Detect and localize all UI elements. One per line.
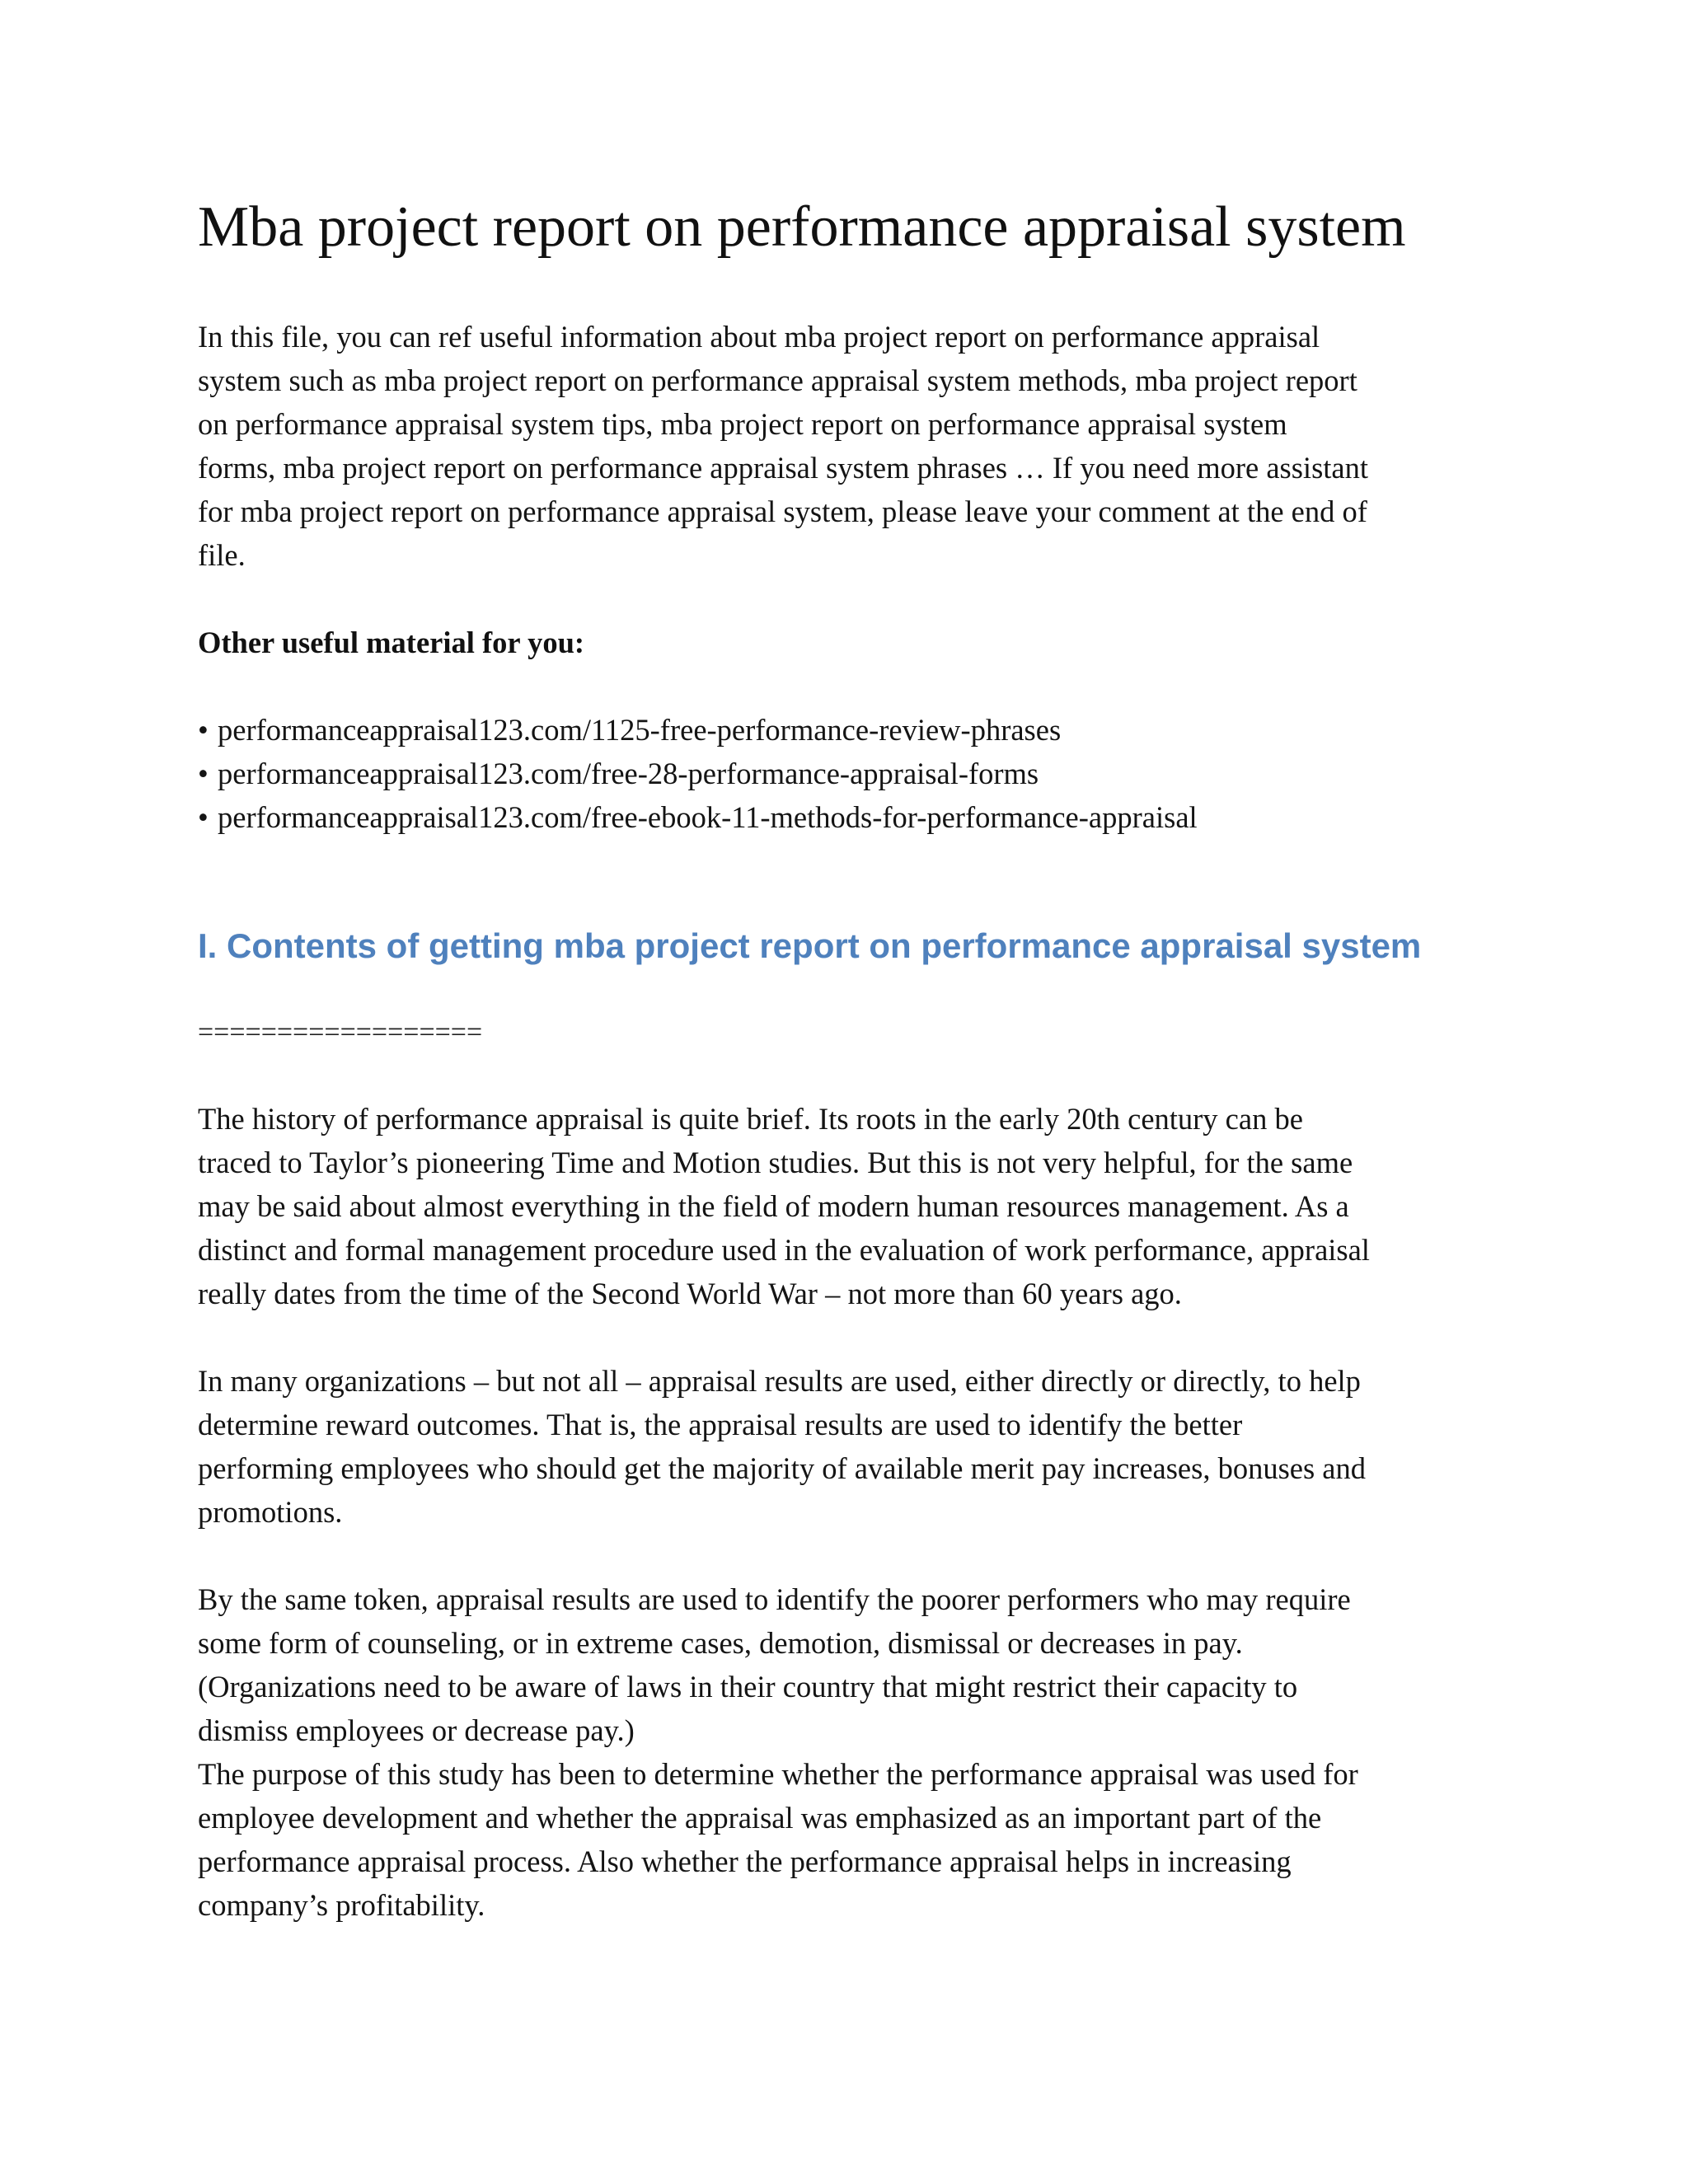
bullet-icon: •	[198, 757, 209, 790]
paragraph-line: traced to Taylor’s pioneering Time and Motion studies. But this is not very helpful, for the same	[198, 1146, 1353, 1179]
spacer	[198, 664, 1500, 708]
intro-line: on performance appraisal system tips, mba project report on performance appraisal system	[198, 407, 1287, 441]
intro-line: forms, mba project report on performance appraisal system phrases … If you need more assistant	[198, 451, 1369, 485]
intro-line: In this file, you can ref useful information about mba project report on performance appraisal	[198, 320, 1320, 354]
useful-link-text[interactable]: performanceappraisal123.com/free-ebook-11-methods-for-performance-appraisal	[218, 800, 1198, 834]
body-paragraph-organizations	[198, 1359, 1500, 1534]
section-heading: I. Contents of getting mba project report on performance appraisal system	[198, 926, 1422, 965]
paragraph-line: By the same token, appraisal results are used to identify the poorer performers who may require	[198, 1582, 1351, 1616]
useful-links-list	[198, 708, 1500, 839]
other-material-heading: Other useful material for you:	[198, 626, 585, 659]
useful-link-item[interactable]	[198, 752, 1500, 795]
spacer	[198, 1315, 1500, 1359]
paragraph-line: distinct and formal management procedure used in the evaluation of work performance, appraisal	[198, 1233, 1370, 1267]
paragraph-line: promotions.	[198, 1495, 343, 1529]
useful-link-text[interactable]: performanceappraisal123.com/1125-free-performance-review-phrases	[218, 713, 1062, 747]
paragraph-line: some form of counseling, or in extreme cases, demotion, dismissal or decreases in pay.	[198, 1626, 1243, 1660]
document-title: Mba project report on performance appraisal system	[198, 195, 1406, 259]
body-paragraph-history	[198, 1097, 1500, 1315]
intro-paragraph	[198, 315, 1500, 577]
paragraph-line: performing employees who should get the majority of available merit pay increases, bonuses and	[198, 1451, 1367, 1485]
paragraph-line: may be said about almost everything in the field of modern human resources management. As a	[198, 1189, 1349, 1223]
spacer	[198, 1534, 1500, 1577]
paragraph-line: employee development and whether the appraisal was emphasized as an important part of the	[198, 1801, 1322, 1835]
bullet-icon: •	[198, 800, 209, 834]
paragraph-line: company’s profitability.	[198, 1888, 485, 1922]
spacer	[198, 1053, 1500, 1097]
body-paragraph-purpose	[198, 1577, 1500, 1927]
spacer	[198, 577, 1500, 621]
paragraph-line: The history of performance appraisal is quite brief. Its roots in the early 20th century can be	[198, 1102, 1303, 1136]
useful-link-text[interactable]: performanceappraisal123.com/free-28-performance-appraisal-forms	[218, 757, 1039, 790]
intro-line: for mba project report on performance appraisal system, please leave your comment at the end of	[198, 494, 1367, 528]
paragraph-line: (Organizations need to be aware of laws in their country that might restrict their capacity to	[198, 1670, 1298, 1704]
spacer	[198, 839, 1500, 921]
paragraph-line: dismiss employees or decrease pay.)	[198, 1713, 635, 1747]
paragraph-line: performance appraisal process. Also whether the performance appraisal helps in increasing	[198, 1844, 1292, 1878]
intro-line: system such as mba project report on performance appraisal system methods, mba project report	[198, 363, 1357, 397]
paragraph-line: really dates from the time of the Second World War – not more than 60 years ago.	[198, 1277, 1182, 1310]
paragraph-line: In many organizations – but not all – appraisal results are used, either directly or directly, to help	[198, 1364, 1361, 1398]
useful-link-item[interactable]	[198, 708, 1500, 752]
paragraph-line: determine reward outcomes. That is, the appraisal results are used to identify the better	[198, 1408, 1243, 1441]
paragraph-line: The purpose of this study has been to determine whether the performance appraisal was used for	[198, 1757, 1358, 1791]
useful-link-item[interactable]	[198, 795, 1500, 839]
bullet-icon: •	[198, 713, 209, 747]
document-content	[198, 190, 1500, 1927]
section-divider: ==================	[198, 1017, 483, 1047]
intro-line: file.	[198, 538, 246, 572]
